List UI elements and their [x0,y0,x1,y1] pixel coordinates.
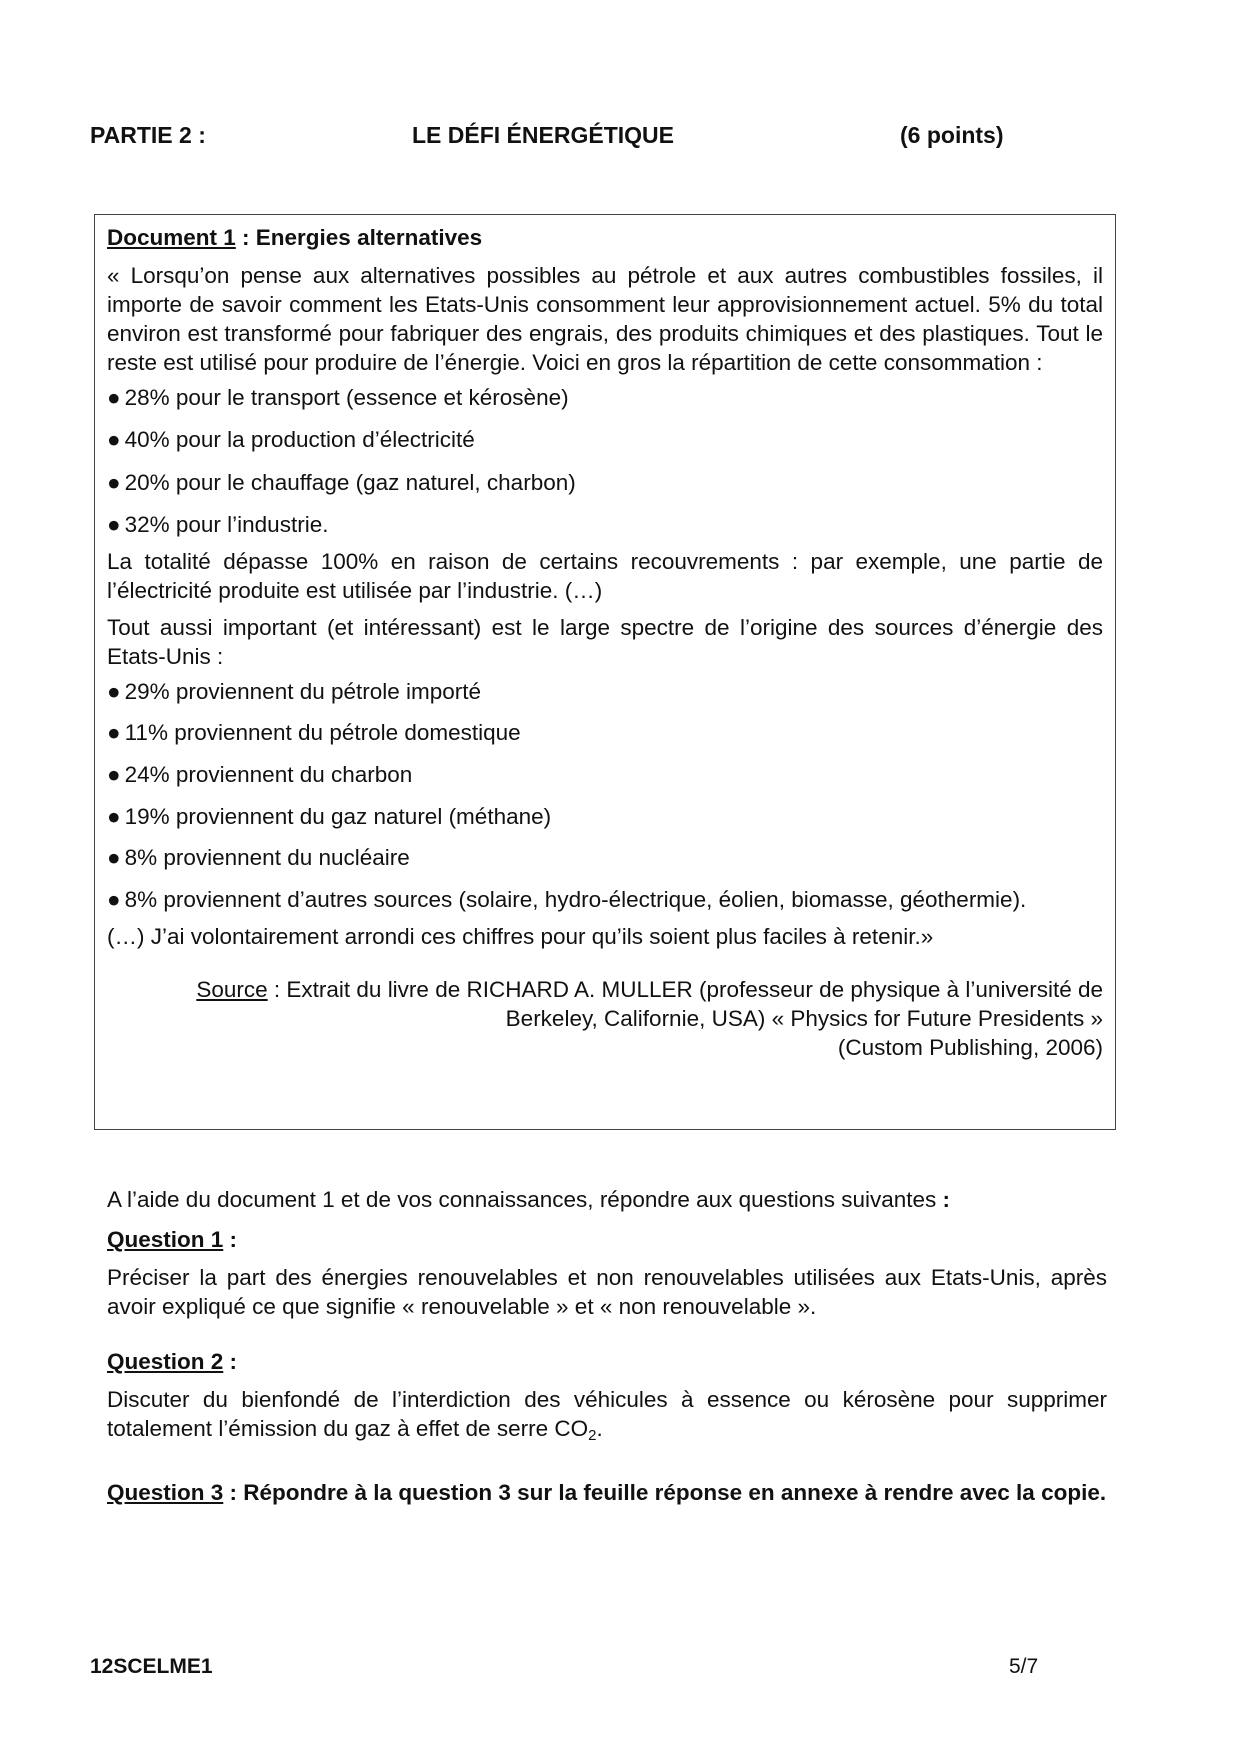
question-1-text: Préciser la part des énergies renouvelables et non renouvelables utilisées aux Etats-Unis, après avoir expliqué ce que signifie « renouvelable » et « non renouvelable ». [107,1265,1107,1319]
points-label: (6 points) [900,122,1004,148]
bullet-icon: ● [107,845,121,871]
bullet-icon: ● [107,762,121,788]
list-item: ● 29% proviennent du pétrole importé [107,678,482,704]
source-label: Source [196,977,268,1003]
bullet-icon: ● [107,469,121,495]
questions-intro: A l’aide du document 1 et de vos connaissances, répondre aux questions suivantes : [107,1187,951,1212]
list-item: ● 40% pour la production d’électricité [107,427,475,453]
page-header [90,122,1020,152]
document-1-box [94,214,1116,1130]
section-title: LE DÉFI ÉNERGÉTIQUE [412,122,674,148]
document-title [107,223,1103,253]
part-label: PARTIE 2 : [90,122,206,148]
bullet-icon: ● [107,427,121,453]
document-title-text: : Energies alternatives [235,225,483,250]
exam-code: 12SCELME1 [90,1655,213,1678]
bullet-icon: ● [107,886,121,912]
list-item: ● 20% pour le chauffage (gaz naturel, charbon) [107,469,576,495]
bullet-icon: ● [107,720,121,746]
page-footer [90,1655,1039,1683]
bullet-icon: ● [107,511,121,537]
bullet-icon: ● [107,678,121,704]
list-item: ● 32% pour l’industrie. [107,511,329,537]
page-number: 5/7 [1009,1655,1039,1678]
sources-intro: Tout aussi important (et intéressant) est le large spectre de l’origine des sources d’énergie des Etats-Unis : [107,614,1103,669]
list-item: ● 19% proviennent du gaz naturel (méthane) [107,803,552,829]
bullet-icon: ● [107,385,121,410]
overlap-note: La totalité dépasse 100% en raison de certains recouvrements : par exemple, une partie de l’électricité produite est utilisée par l’industrie. (…) [107,548,1103,603]
bullet-icon: ● [107,803,121,829]
sources-list [107,677,1103,914]
document-intro: « Lorsqu’on pense aux alternatives possibles au pétrole et aux autres combustibles fossiles, il importe de savoir comment les Etats-Unis consomment leur approvisionnement actuel. 5% du total environ est transformé pour fabriquer des engrais, des produits chimiques et des plastiques. Tout le reste est utilisé pour produire de l’énergie. Voici en gros la répartition de cette consommation : [107,263,1103,375]
question-2-title: Question 2 : [107,1349,238,1374]
document-label: Document 1 [107,225,236,250]
closing-quote: (…) J’ai volontairement arrondi ces chiffres pour qu’ils soient plus faciles à retenir.» [107,924,934,950]
question-1-title: Question 1 : [107,1227,238,1252]
list-item: ● 11% proviennent du pétrole domestique [107,720,521,746]
list-item: ● 24% proviennent du charbon [107,762,413,788]
question-3: Question 3 : Répondre à la question 3 sur la feuille réponse en annexe à rendre avec la copie. [107,1480,1107,1505]
list-item: ● 8% proviennent du nucléaire [107,845,410,871]
list-item: ● 28% pour le transport (essence et kérosène) [107,385,569,410]
source-citation: Source : Extrait du livre de RICHARD A. MULLER (professeur de physique à l’université de Berkeley, Californie, USA) « Physics for Future Presidents » (Custom Publishing, 2006) [196,977,1103,1061]
list-item: ● 8% proviennent d’autres sources (solaire, hydro-électrique, éolien, biomasse, géothermie). [107,886,1027,912]
consumption-list [107,383,1103,539]
question-2-text: Discuter du bienfondé de l’interdiction des véhicules à essence ou kérosène pour supprimer totalement l’émission du gaz à effet de serre $CO_2$. [107,1387,1107,1444]
questions-section [107,1185,1107,1507]
